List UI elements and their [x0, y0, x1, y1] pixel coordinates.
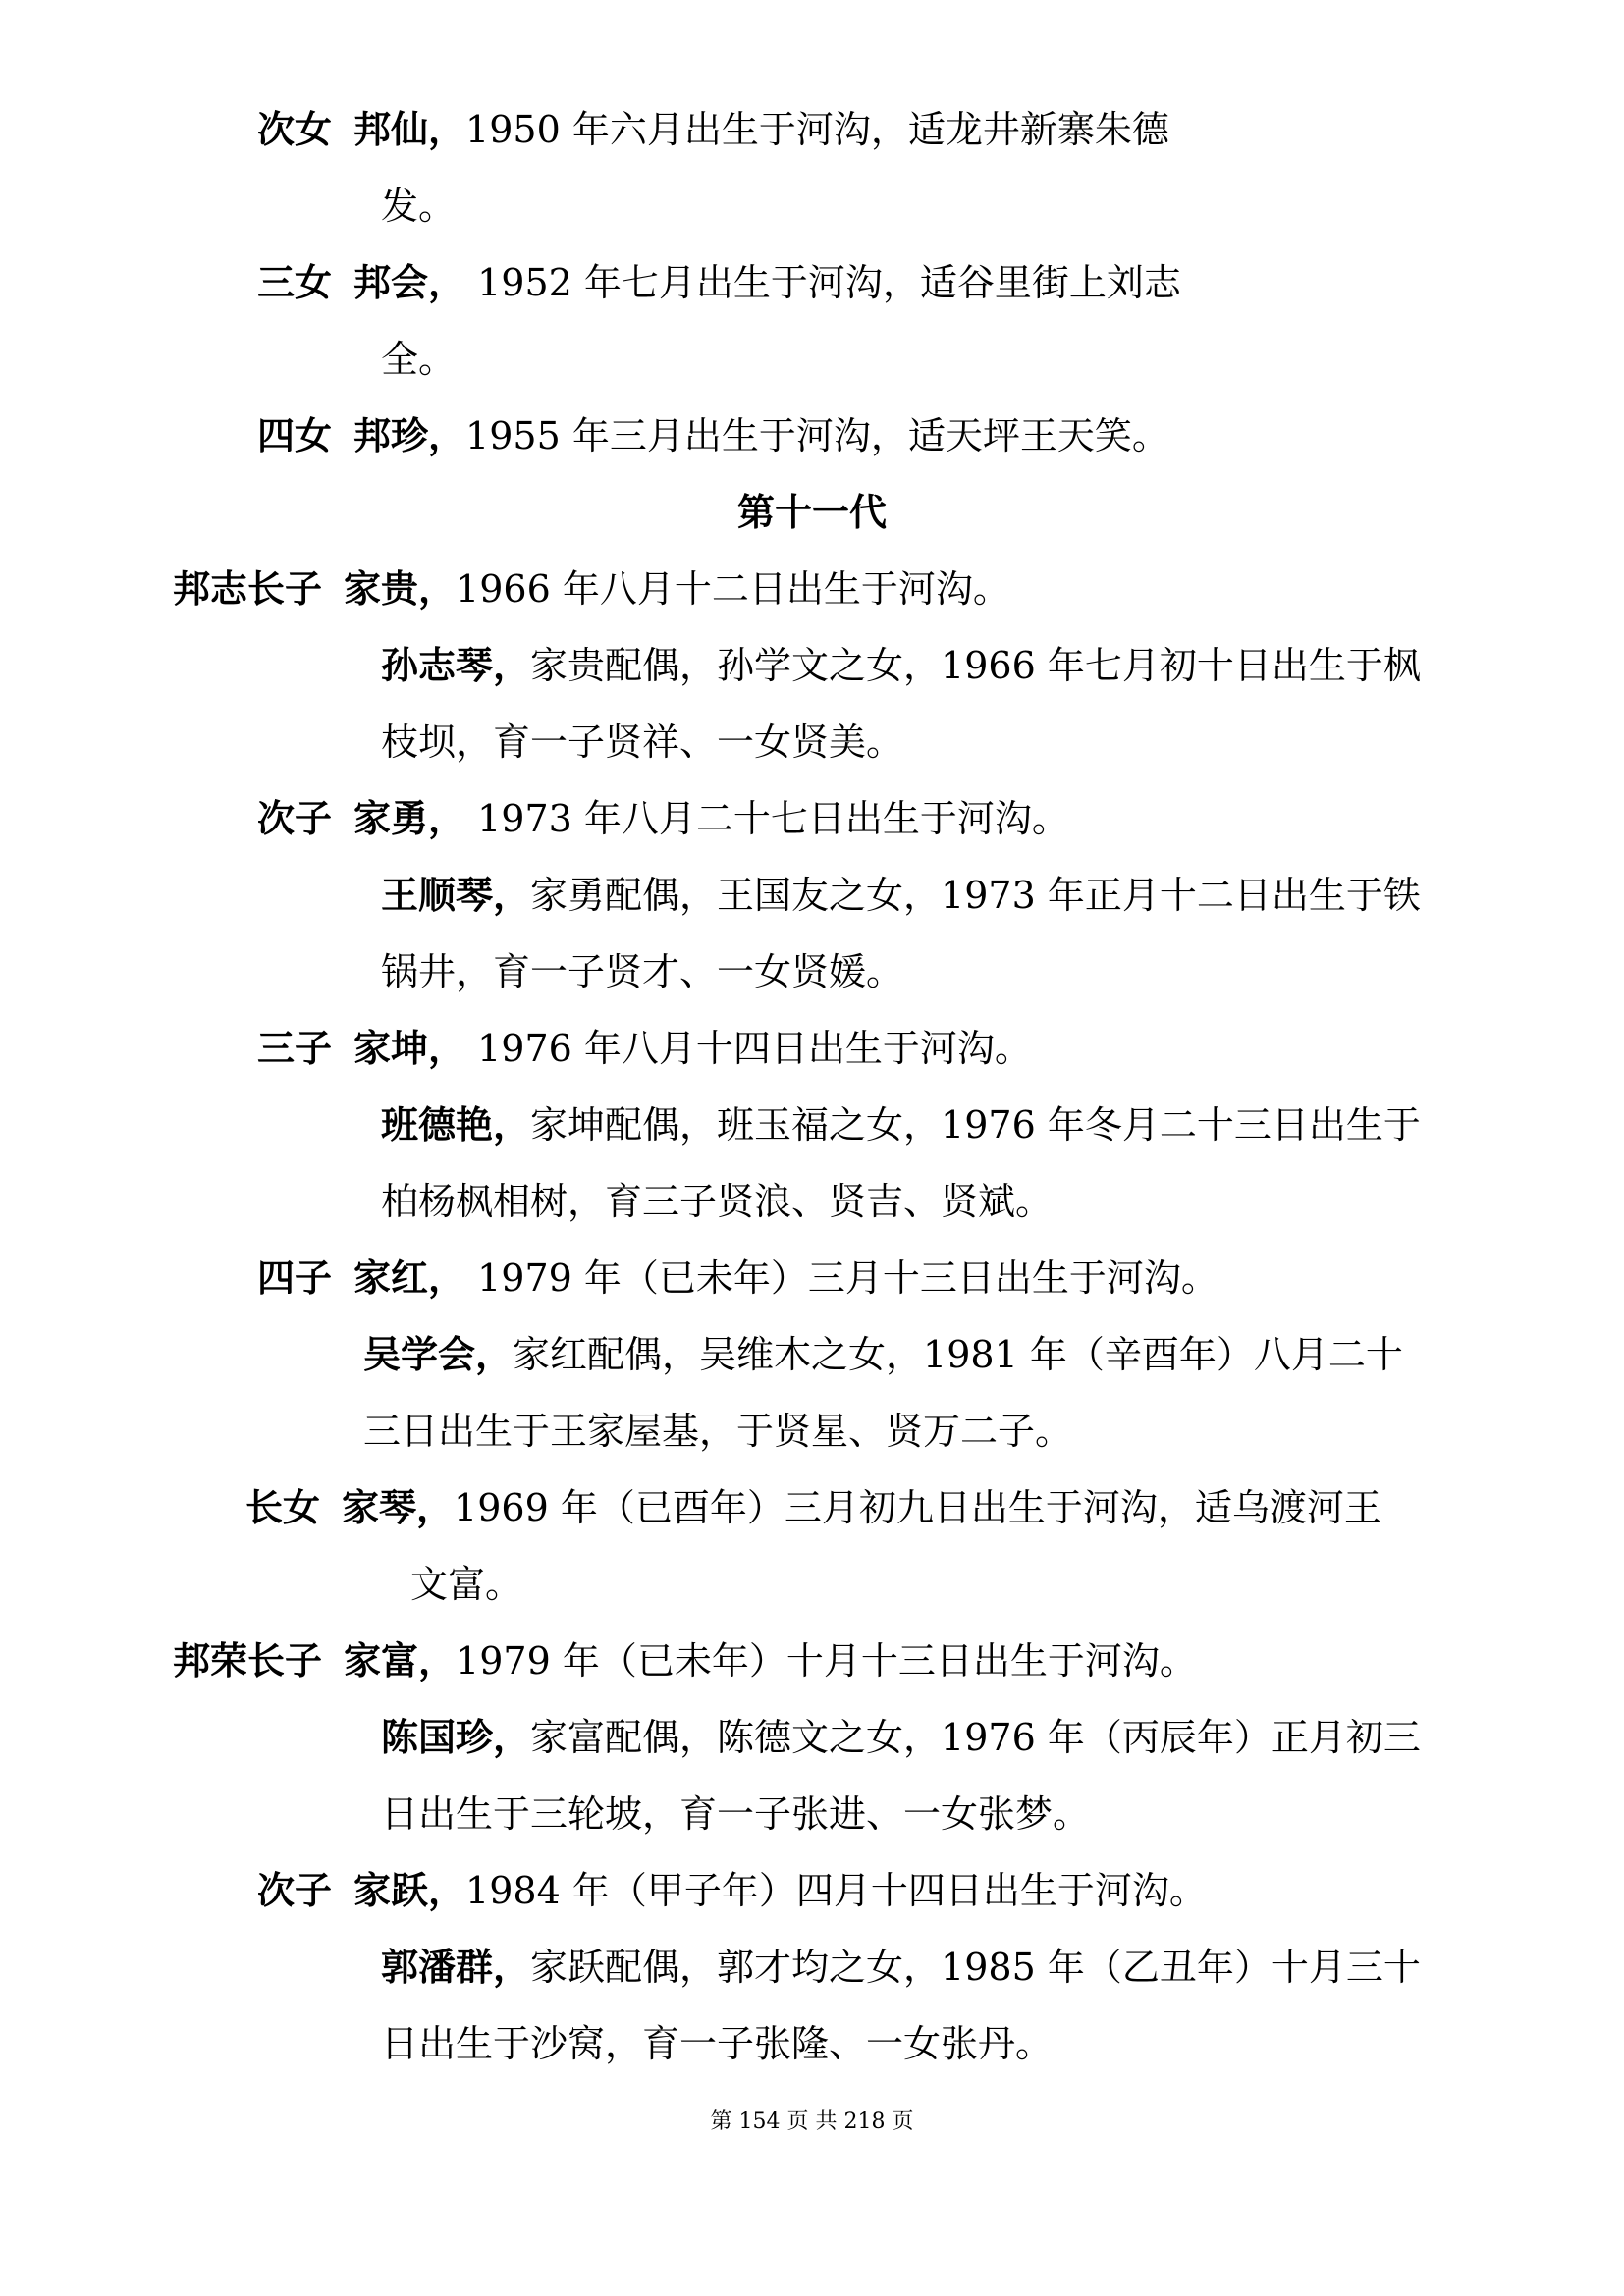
name-separator: ， — [418, 566, 457, 611]
spouse-line — [363, 1331, 1403, 1378]
spouse-continuation: 柏杨枫相树，育三子贤浪、贤吉、贤斌。 — [381, 1180, 1054, 1223]
person-name: 家富 — [344, 1638, 419, 1682]
person-name: 邦会 — [353, 260, 429, 304]
name-separator: ， — [416, 1485, 455, 1529]
name-separator: ， — [428, 107, 466, 151]
person-name: 家勇 — [353, 796, 429, 840]
spouse-line — [381, 1101, 1421, 1148]
entry-line — [173, 1637, 1197, 1684]
name-separator: ， — [428, 260, 466, 304]
spouse-line — [381, 872, 1421, 919]
entry-continuation: 发。 — [381, 185, 457, 228]
entry-text: 1969 年（已酉年）三月初九日出生于河沟，适乌渡河王 — [454, 1486, 1381, 1529]
entry-line — [257, 1025, 1032, 1072]
entry-line — [257, 106, 1169, 153]
entry-text: 1952 年七月出生于河沟，适谷里街上刘志 — [465, 261, 1181, 304]
spouse-line — [381, 1714, 1421, 1761]
spouse-name: 郭潘群 — [381, 1945, 494, 1989]
spouse-text: 家富配偶，陈德文之女，1976 年（丙辰年）正月初三 — [530, 1716, 1421, 1759]
spouse-line — [381, 642, 1421, 689]
relation-label: 邦荣长子 — [173, 1638, 323, 1682]
spouse-text: 家跃配偶，郭才均之女，1985 年（乙丑年）十月三十 — [530, 1946, 1421, 1989]
name-separator: ， — [493, 1102, 531, 1147]
spouse-name: 陈国珍 — [381, 1715, 494, 1759]
spouse-text: 家勇配偶，王国友之女，1973 年正月十二日出生于铁 — [530, 874, 1421, 917]
name-separator: ， — [428, 413, 466, 457]
relation-label: 次子 — [257, 796, 333, 840]
name-separator: ， — [493, 643, 531, 687]
entry-line — [257, 1867, 1207, 1914]
entry-text: 1976 年八月十四日出生于河沟。 — [465, 1027, 1032, 1070]
entry-line — [173, 565, 1010, 613]
spouse-name: 王顺琴 — [381, 873, 494, 917]
entry-continuation: 全。 — [381, 338, 457, 381]
relation-label: 四子 — [257, 1255, 333, 1300]
name-separator: ， — [428, 1868, 466, 1912]
relation-label: 次女 — [257, 107, 333, 151]
person-name: 邦仙 — [353, 107, 429, 151]
relation-label: 次子 — [257, 1868, 333, 1912]
entry-line — [257, 1255, 1218, 1302]
name-separator: ， — [493, 873, 531, 917]
entry-text: 1973 年八月二十七日出生于河沟。 — [465, 797, 1069, 840]
relation-label: 三子 — [257, 1026, 333, 1070]
name-separator: ， — [428, 796, 466, 840]
entry-text: 1950 年六月出生于河沟，适龙井新寨朱德 — [465, 108, 1169, 151]
person-name: 家坤 — [353, 1026, 429, 1070]
relation-label: 邦志长子 — [173, 566, 323, 611]
entry-text: 1979 年（已未年）十月十三日出生于河沟。 — [456, 1639, 1197, 1682]
spouse-continuation: 日出生于沙窝，育一子张隆、一女张丹。 — [381, 2022, 1054, 2065]
entry-line — [257, 259, 1181, 306]
entry-continuation: 文富。 — [410, 1563, 523, 1606]
name-separator: ， — [428, 1255, 466, 1300]
person-name: 家贵 — [344, 566, 419, 611]
spouse-continuation: 三日出生于王家屋基，于贤星、贤万二子。 — [363, 1410, 1073, 1453]
entry-text: 1979 年（已未年）三月十三日出生于河沟。 — [465, 1256, 1218, 1300]
relation-label: 四女 — [257, 413, 333, 457]
entry-line — [257, 795, 1069, 842]
relation-label: 长女 — [245, 1485, 321, 1529]
person-name: 家红 — [353, 1255, 429, 1300]
spouse-name: 吴学会 — [363, 1332, 476, 1376]
spouse-continuation: 枝坝，育一子贤祥、一女贤美。 — [381, 721, 904, 764]
entry-line — [245, 1484, 1381, 1531]
spouse-text: 家红配偶，吴维木之女，1981 年（辛酉年）八月二十 — [513, 1333, 1403, 1376]
name-separator: ， — [493, 1945, 531, 1989]
spouse-line — [381, 1944, 1421, 1991]
spouse-continuation: 日出生于三轮坡，育一子张进、一女张梦。 — [381, 1792, 1091, 1836]
name-separator: ， — [418, 1638, 457, 1682]
spouse-text: 家贵配偶，孙学文之女，1966 年七月初十日出生于枫 — [530, 644, 1421, 687]
person-name: 邦珍 — [353, 413, 429, 457]
spouse-name: 班德艳 — [381, 1102, 494, 1147]
entry-text: 1955 年三月出生于河沟，适天坪王天笑。 — [465, 414, 1169, 457]
generation-heading: 第十一代 — [736, 490, 887, 534]
spouse-text: 家坤配偶，班玉福之女，1976 年冬月二十三日出生于 — [530, 1103, 1421, 1147]
name-separator: ， — [493, 1715, 531, 1759]
page-footer: 第 154 页 共 218 页 — [710, 2109, 914, 2134]
entry-text: 1966 年八月十二日出生于河沟。 — [456, 567, 1010, 611]
spouse-continuation: 锅井，育一子贤才、一女贤媛。 — [381, 950, 904, 993]
person-name: 家琴 — [342, 1485, 417, 1529]
relation-label: 三女 — [257, 260, 333, 304]
person-name: 家跃 — [353, 1868, 429, 1912]
spouse-name: 孙志琴 — [381, 643, 494, 687]
name-separator: ， — [475, 1332, 514, 1376]
entry-line — [257, 412, 1169, 459]
name-separator: ， — [428, 1026, 466, 1070]
entry-text: 1984 年（甲子年）四月十四日出生于河沟。 — [465, 1869, 1207, 1912]
